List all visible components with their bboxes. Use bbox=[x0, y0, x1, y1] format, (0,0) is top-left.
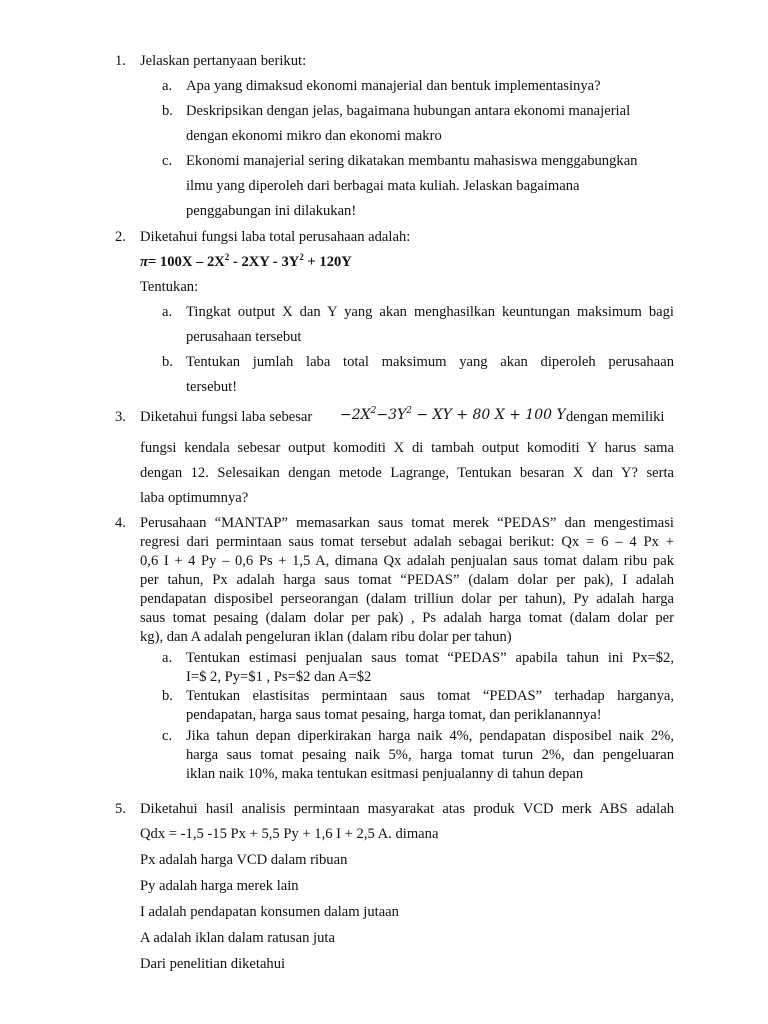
profit-function-equation: $-2X^2-3Y^2$ − XY + 80 X + 100 Y bbox=[340, 406, 566, 423]
item-text: ilmu yang diperoleh dari berbagai mata kuliah. Jelaskan bagaimana bbox=[186, 178, 580, 194]
question-text: Diketahui fungsi laba sebesar bbox=[140, 409, 313, 425]
item-text: perusahaan tersebut bbox=[186, 329, 302, 345]
question-text: Perusahaan “MANTAP” memasarkan saus tomat merek “PEDAS” dan mengestimasi bbox=[140, 515, 674, 531]
item-text: Tentukan estimasi penjualan saus tomat “PEDAS” apabila tahun ini Px=$2, bbox=[186, 650, 674, 666]
item-text: dengan ekonomi mikro dan ekonomi makro bbox=[186, 128, 442, 144]
question-text: fungsi kendala sebesar output komoditi X di tambah output komoditi Y harus sama bbox=[140, 440, 674, 456]
item-letter: b. bbox=[162, 103, 173, 119]
question-text: per tahun, Px adalah harga saus tomat “PEDAS” (dalam dolar per pak), I adalah bbox=[140, 572, 674, 588]
item-text: Tentukan jumlah laba total maksimum yang akan diperoleh perusahaan bbox=[186, 354, 674, 370]
item-text: Tingkat output X dan Y yang akan menghasilkan keuntungan maksimum bagi bbox=[186, 304, 674, 320]
question-text: pendapatan disposibel perseorangan (dalam trilliun dolar per tahun), Py adalah harga bbox=[140, 591, 674, 607]
item-letter: c. bbox=[162, 728, 173, 744]
question-intro: Diketahui fungsi laba total perusahaan adalah: bbox=[140, 229, 411, 245]
item-letter: a. bbox=[162, 650, 173, 666]
profit-equation: $\pi= 100X - 2X^2 - 2XY - 3Y^2 + 120Y$ bbox=[140, 252, 352, 270]
question-text: Dari penelitian diketahui bbox=[140, 956, 286, 972]
item-text: penggabungan ini dilakukan! bbox=[186, 203, 357, 219]
item-text: iklan naik 10%, maka tentukan esitmasi penjualanny di tahun depan bbox=[186, 766, 584, 782]
item-text: I=$ 2, Py=$1 , Ps=$2 dan A=$2 bbox=[186, 669, 372, 685]
question-text: dengan 12. Selesaikan dengan metode Lagrange, Tentukan besaran X dan Y? serta bbox=[140, 465, 674, 481]
question-text: laba optimumnya? bbox=[140, 490, 249, 506]
item-text: harga saus tomat pesaing naik 5%, harga tomat turun 2%, dan pengeluaran bbox=[186, 747, 674, 763]
question-text: regresi dari permintaan saus tomat tersebut adalah sebagai berikut: Qx = 6 – 4 Px + bbox=[140, 534, 674, 550]
item-text: pendapatan, harga saus tomat pesaing, harga tomat, dan periklanannya! bbox=[186, 707, 602, 723]
question-number: 5. bbox=[115, 801, 126, 817]
instruction-label: Tentukan: bbox=[140, 279, 199, 295]
variable-definition: A adalah iklan dalam ratusan juta bbox=[140, 930, 335, 946]
item-text: Deskripsikan dengan jelas, bagaimana hubungan antara ekonomi manajerial bbox=[186, 103, 631, 119]
question-text: dengan memiliki bbox=[566, 409, 665, 425]
question-number: 3. bbox=[115, 409, 126, 425]
item-letter: c. bbox=[162, 153, 173, 169]
variable-definition: I adalah pendapatan konsumen dalam jutaan bbox=[140, 904, 399, 920]
question-intro: Jelaskan pertanyaan berikut: bbox=[140, 53, 307, 69]
question-text: saus tomat pesaing (dalam dolar per pak) , Ps adalah harga tomat (dalam dolar per bbox=[140, 610, 674, 626]
item-text: Tentukan elastisitas permintaan saus tomat “PEDAS” terhadap harganya, bbox=[186, 688, 674, 704]
variable-definition: Px adalah harga VCD dalam ribuan bbox=[140, 852, 348, 868]
item-text: Apa yang dimaksud ekonomi manajerial dan bentuk implementasinya? bbox=[186, 78, 601, 94]
item-letter: b. bbox=[162, 688, 173, 704]
item-letter: a. bbox=[162, 78, 173, 94]
question-number: 1. bbox=[115, 53, 126, 69]
item-letter: b. bbox=[162, 354, 173, 370]
question-text: 0,6 I + 4 Py – 0,6 Ps + 1,5 A, dimana Qx adalah penjualan saus tomat dalam ribu pak bbox=[140, 553, 674, 569]
variable-definition: Py adalah harga merek lain bbox=[140, 878, 299, 894]
question-text: kg), dan A adalah pengeluran iklan (dalam ribu dolar per tahun) bbox=[140, 629, 512, 645]
question-number: 2. bbox=[115, 229, 126, 245]
question-number: 4. bbox=[115, 515, 126, 531]
demand-equation: Qdx = -1,5 -15 Px + 5,5 Py + 1,6 I + 2,5 A. dimana bbox=[140, 826, 439, 842]
item-letter: a. bbox=[162, 304, 173, 320]
item-text: Ekonomi manajerial sering dikatakan membantu mahasiswa menggabungkan bbox=[186, 153, 638, 169]
item-text: Jika tahun depan diperkirakan harga naik 4%, pendapatan disposibel naik 2%, bbox=[186, 728, 674, 744]
question-text: Diketahui hasil analisis permintaan masyarakat atas produk VCD merk ABS adalah bbox=[140, 801, 674, 817]
item-text: tersebut! bbox=[186, 379, 238, 395]
